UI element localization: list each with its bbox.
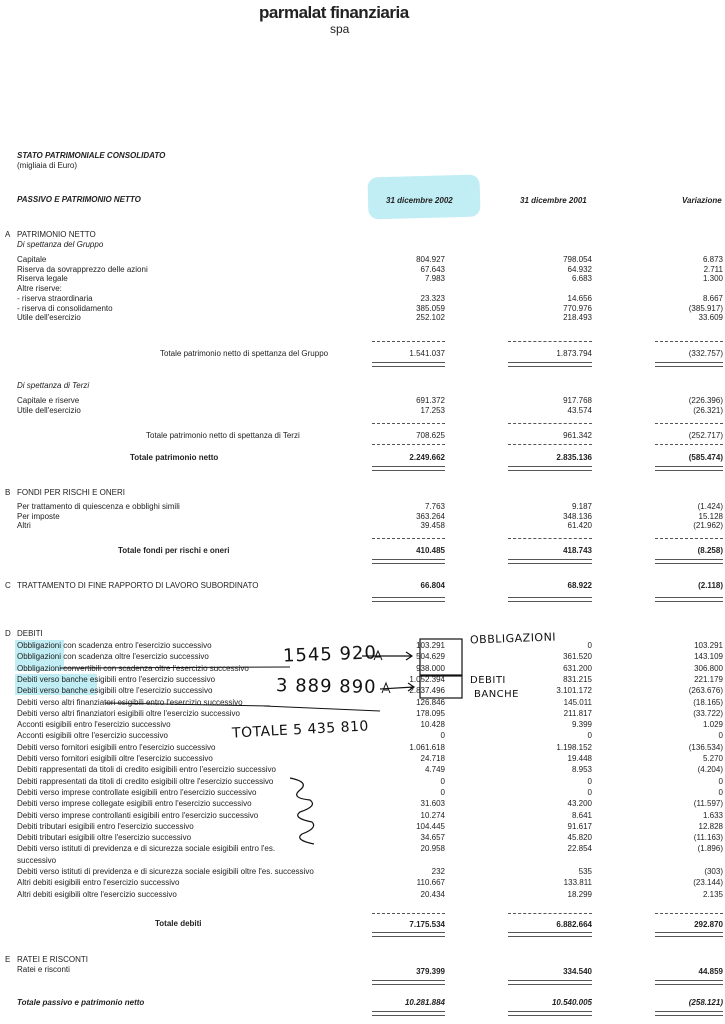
minority-equity-row-2002: 17.253 xyxy=(420,405,445,415)
debts-row-2002: 20.958 xyxy=(420,844,445,854)
subsection-gruppo: Di spettanza del Gruppo xyxy=(17,240,104,249)
squiggle-mark xyxy=(290,778,314,844)
total-provisions-2001: 418.743 xyxy=(563,546,592,555)
handwritten-label-debiti: DEBITI xyxy=(470,675,506,686)
column-header-variazione: Variazione xyxy=(682,196,722,205)
debts-row-change: 0 xyxy=(718,787,723,797)
total-minority-equity-2001: 961.342 xyxy=(563,431,592,440)
debts-row-2002: 104.445 xyxy=(416,821,445,831)
group-equity-row-label: - riserva straordinaria xyxy=(17,293,93,303)
group-equity-row-2001: 14.656 xyxy=(567,293,592,303)
handwritten-banche-sum: 3 889 890 xyxy=(275,675,377,698)
section-title-a: PATRIMONIO NETTO xyxy=(17,230,96,239)
debts-row-label: Acconti esigibili oltre l'esercizio successivo xyxy=(17,731,168,741)
debts-row-change: (11.163) xyxy=(693,833,723,843)
debts-row-change: 0 xyxy=(718,731,723,741)
minority-equity-row-2002: 691.372 xyxy=(416,396,445,405)
debts-row-change: 221.179 xyxy=(694,674,723,684)
debts-row-change: 0 xyxy=(718,776,723,786)
provisions-row-change: 15.128 xyxy=(698,511,723,521)
handwritten-label-banche: BANCHE xyxy=(474,689,520,700)
group-equity-row-2002: 252.102 xyxy=(416,313,445,323)
debts-row-change: 306.800 xyxy=(694,663,723,673)
provisions-row-label: Altri xyxy=(17,521,31,530)
group-equity-row-label: Capitale xyxy=(17,255,47,264)
debts-row-change: (23.144) xyxy=(693,878,723,888)
grand-total-label: Totale passivo e patrimonio netto xyxy=(17,998,145,1007)
provisions-row-2001: 348.136 xyxy=(563,511,592,521)
total-equity-change: (585.474) xyxy=(688,453,723,462)
group-equity-row-2001: 770.976 xyxy=(563,303,592,313)
group-equity-row-change: 8.667 xyxy=(702,293,723,303)
debts-row-2002: 24.718 xyxy=(420,754,445,763)
total-minority-equity-label: Totale patrimonio netto di spettanza di Terzi xyxy=(146,431,300,440)
debts-row-change: 2.135 xyxy=(702,889,723,899)
debts-row-change: (303) xyxy=(704,867,723,876)
group-equity-row-change: 2.711 xyxy=(703,264,723,274)
group-equity-row-label: - riserva di consolidamento xyxy=(17,303,113,313)
provisions-row-2002: 7.763 xyxy=(424,502,445,511)
total-debts-change: 292.870 xyxy=(694,920,723,929)
debts-row-label: Debiti verso imprese controllanti esigibili entro l'esercizio successivo xyxy=(17,810,259,820)
provisions-row-2001: 61.420 xyxy=(567,521,592,530)
group-equity-row-2001: 798.054 xyxy=(563,255,592,264)
debts-row-label: Altri debiti esigibili oltre l'esercizio successivo xyxy=(17,889,177,899)
debts-row-change: (263.676) xyxy=(688,686,723,696)
tfr-2001: 68.922 xyxy=(567,581,592,590)
debts-row-change: (4.204) xyxy=(697,765,723,775)
group-equity-row-label: Riserva da sovrapprezzo delle azioni xyxy=(17,264,148,274)
debts-row-change: (18.165) xyxy=(693,697,723,707)
section-title-b: FONDI PER RISCHI E ONERI xyxy=(17,488,126,497)
debts-row-label: Debiti verso banche esigibili oltre l'esercizio successivo xyxy=(17,686,213,696)
debts-row-2001: 0 xyxy=(587,731,592,741)
box-banche xyxy=(420,676,462,698)
debts-row-change: 1.633 xyxy=(702,810,723,820)
handwritten-label-obbligazioni: OBBLIGAZIONI xyxy=(469,630,557,647)
debts-row-2001: 19.448 xyxy=(567,754,592,763)
column-header-2001: 31 dicembre 2001 xyxy=(520,196,587,205)
debts-row-label: Debiti verso imprese collegate esigibili entro l'esercizio successivo xyxy=(17,799,252,809)
debts-row-2001: 1.198.152 xyxy=(556,742,592,752)
tfr-change: (2.118) xyxy=(698,581,723,590)
debts-row-2001: 45.820 xyxy=(567,833,592,843)
debts-row-label: Debiti verso istituti di previdenza e di sicurezza sociale esigibili entro l'es. xyxy=(17,844,276,854)
underline-pen xyxy=(264,706,380,711)
accruals-2001: 334.540 xyxy=(563,967,592,976)
group-equity-row-2002: 7.983 xyxy=(424,274,445,284)
underline-pen xyxy=(105,703,270,706)
debts-row-2002: 0 xyxy=(440,787,445,797)
debts-row-2001: 0 xyxy=(587,776,592,786)
debts-row-2002: 10.428 xyxy=(420,720,445,730)
total-group-equity-2002: 1.541.037 xyxy=(409,349,445,358)
debts-row-change: 12.828 xyxy=(698,821,723,831)
debts-row-2002: 0 xyxy=(440,731,445,741)
section-header: PASSIVO E PATRIMONIO NETTO xyxy=(17,195,141,204)
handwritten-totale: TOTALE 5 435 810 xyxy=(231,718,370,742)
debts-row-2002: 31.603 xyxy=(420,799,445,809)
debts-row-label: Obbligazioni con scadenza oltre l'esercizio successivo xyxy=(17,652,209,662)
debts-row-change: (136.534) xyxy=(688,742,723,752)
group-equity-row-2002: 804.927 xyxy=(416,255,445,264)
group-equity-row-2002: 23.323 xyxy=(420,293,445,303)
total-equity-2002: 2.249.662 xyxy=(409,453,445,462)
group-equity-row-change: 6.873 xyxy=(702,255,723,264)
debts-row-2001: 631.200 xyxy=(563,663,592,673)
minority-equity-row-2001: 43.574 xyxy=(567,405,592,415)
total-group-equity-change: (332.757) xyxy=(688,349,723,358)
total-equity-2001: 2.835.136 xyxy=(556,453,592,462)
grand-total-2002: 10.281.884 xyxy=(404,998,445,1007)
debts-row-2002: 0 xyxy=(440,776,445,786)
debts-row-2001: 22.854 xyxy=(567,844,592,854)
debts-row-2002: 103.291 xyxy=(416,641,445,650)
grand-total-2001: 10.540.005 xyxy=(551,998,592,1007)
debts-row-2002: 126.846 xyxy=(416,697,445,707)
section-title-e: RATEI E RISCONTI xyxy=(17,955,88,964)
group-equity-row-change: 33.609 xyxy=(698,313,723,323)
debts-row-2002: 34.657 xyxy=(420,833,445,843)
total-minority-equity-2002: 708.625 xyxy=(416,431,445,440)
group-equity-row-2001: 64.932 xyxy=(567,264,592,274)
debts-row-2001: 3.101.172 xyxy=(556,686,592,696)
debts-row-2001: 43.200 xyxy=(567,799,592,809)
group-equity-row-2001: 218.493 xyxy=(563,313,592,323)
section-title-d: DEBITI xyxy=(17,629,43,638)
debts-row-2001: 133.811 xyxy=(563,878,592,888)
total-minority-equity-change: (252.717) xyxy=(688,431,723,440)
total-equity-label: Totale patrimonio netto xyxy=(130,453,219,462)
provisions-row-2002: 39.458 xyxy=(420,521,445,530)
debts-row-2002: 1.061.618 xyxy=(409,742,445,752)
debts-row-2001: 18.299 xyxy=(567,889,592,899)
provisions-row-2002: 363.264 xyxy=(416,511,445,521)
debts-row-change: 143.109 xyxy=(694,652,723,662)
debts-row-label: Debiti verso imprese controllate esigibili entro l'esercizio successivo xyxy=(17,787,257,797)
underline-pen xyxy=(60,667,290,668)
group-equity-row-change: 1.300 xyxy=(702,274,723,284)
minority-equity-row-label: Capitale e riserve xyxy=(17,396,80,405)
accruals-change: 44.859 xyxy=(698,967,723,976)
total-group-equity-label: Totale patrimonio netto di spettanza del Gruppo xyxy=(160,349,329,358)
total-provisions-label: Totale fondi per rischi e oneri xyxy=(118,546,230,555)
section-letter-a: A xyxy=(5,230,11,239)
minority-equity-row-change: (226.396) xyxy=(688,396,723,405)
total-debts-2001: 6.882.664 xyxy=(556,920,592,929)
group-equity-row-2002: 385.059 xyxy=(416,303,445,313)
total-debts-label: Totale debiti xyxy=(155,919,202,928)
total-provisions-change: (8.258) xyxy=(697,546,723,555)
grand-total-change: (258.121) xyxy=(688,998,723,1007)
total-debts-2002: 7.175.534 xyxy=(409,920,445,929)
group-equity-row-change: (385.917) xyxy=(688,303,723,313)
provisions-row-label: Per imposte xyxy=(17,511,60,521)
debts-row-label: Debiti verso altri finanziatori esigibili entro l'esercizio successivo xyxy=(17,697,243,707)
debts-row-2001: 211.817 xyxy=(563,708,592,718)
debts-row-2001: 535 xyxy=(578,867,592,876)
debts-row-label: Debiti rappresentati da titoli di credito esigibili oltre l'esercizio successivo xyxy=(17,776,274,786)
debts-row-2002: 178.095 xyxy=(416,708,445,718)
group-equity-row-2002: 67.643 xyxy=(420,264,445,274)
debts-row-2002: 20.434 xyxy=(420,889,445,899)
debts-row-change: 5.270 xyxy=(702,754,723,763)
company-suffix: spa xyxy=(330,22,350,36)
total-provisions-2002: 410.485 xyxy=(416,546,445,555)
provisions-row-2001: 9.187 xyxy=(571,502,592,511)
debts-row-change: 1.029 xyxy=(702,720,723,730)
debts-row-label: Obbligazioni con scadenza entro l'esercizio successivo xyxy=(17,641,212,650)
debts-row-2001: 9.399 xyxy=(571,720,592,730)
section-letter-d: D xyxy=(5,629,11,638)
debts-row-label: Debiti verso fornitori esigibili oltre l'esercizio successivo xyxy=(17,754,213,763)
debts-row-2002: 938.000 xyxy=(416,663,445,673)
section-letter-c: C xyxy=(5,581,11,590)
section-letter-b: B xyxy=(5,488,11,497)
debts-row-label: Debiti tributari esigibili oltre l'esercizio successivo xyxy=(17,833,192,843)
minority-equity-row-change: (26.321) xyxy=(693,405,723,415)
tfr-2002: 66.804 xyxy=(420,581,445,590)
provisions-row-change: (21.962) xyxy=(693,521,723,530)
debts-row-label: Debiti verso altri finanziatori esigibili oltre l'esercizio successivo xyxy=(17,708,240,718)
debts-row-change: (1.896) xyxy=(697,844,723,854)
group-equity-row-label: Altre riserve: xyxy=(17,284,62,294)
minority-equity-row-2001: 917.768 xyxy=(563,396,592,405)
debts-row-label: Debiti verso istituti di previdenza e di sicurezza sociale esigibili oltre l'es. successivo xyxy=(17,867,314,876)
debts-row-label: Debiti rappresentati da titoli di credito esigibili entro l'esercizio successivo xyxy=(17,765,276,775)
debts-row-change: 103.291 xyxy=(694,641,723,650)
debts-row-label: Debiti verso fornitori esigibili entro l'esercizio successivo xyxy=(17,742,216,752)
document-title: STATO PATRIMONIALE CONSOLIDATO xyxy=(17,151,166,160)
debts-row-2001: 145.011 xyxy=(563,697,592,707)
debts-row-2001: 361.520 xyxy=(563,652,592,662)
debts-row-2002: 1.052.394 xyxy=(409,674,445,684)
section-title-c: TRATTAMENTO DI FINE RAPPORTO DI LAVORO SUBORDINATO xyxy=(17,581,259,590)
document-subtitle: (migliaia di Euro) xyxy=(17,161,78,170)
group-equity-row-label: Riserva legale xyxy=(17,274,68,284)
debts-row-label: Altri debiti esigibili entro l'esercizio successivo xyxy=(17,878,180,888)
accruals-label: Ratei e risconti xyxy=(17,965,70,974)
debts-row-2002: 232 xyxy=(431,867,445,876)
debts-row-2001: 0 xyxy=(587,641,592,650)
debts-row-label: successivo xyxy=(17,855,57,865)
minority-equity-row-label: Utile dell'esercizio xyxy=(17,405,81,415)
debts-row-2001: 0 xyxy=(587,787,592,797)
debts-row-2001: 8.641 xyxy=(571,810,592,820)
debts-row-label: Debiti tributari esigibili entro l'esercizio successivo xyxy=(17,821,194,831)
accruals-2002: 379.399 xyxy=(416,967,445,976)
company-name: parmalat finanziaria xyxy=(259,3,409,22)
debts-row-2002: 504.629 xyxy=(416,652,445,662)
section-letter-e: E xyxy=(5,955,11,964)
debts-row-2002: 2.837.496 xyxy=(409,686,445,696)
debts-row-change: (33.722) xyxy=(693,708,723,718)
handwritten-obbligazioni-sum: 1545 920 xyxy=(282,642,378,667)
column-header-2002: 31 dicembre 2002 xyxy=(386,196,453,205)
subsection-terzi: Di spettanza di Terzi xyxy=(17,381,90,390)
total-group-equity-2001: 1.873.794 xyxy=(556,349,592,358)
debts-row-2001: 8.953 xyxy=(571,765,592,775)
box-obbligazioni xyxy=(420,639,462,675)
debts-row-change: (11.597) xyxy=(693,799,723,809)
debts-row-2001: 91.617 xyxy=(567,821,592,831)
provisions-row-label: Per trattamento di quiescenza e obblighi simili xyxy=(17,502,180,511)
debts-row-2002: 4.749 xyxy=(424,765,445,775)
debts-row-2002: 10.274 xyxy=(420,810,445,820)
debts-row-2001: 831.215 xyxy=(563,674,592,684)
debts-row-label: Obbligazioni convertibili con scadenza oltre l'esercizio successivo xyxy=(17,663,249,673)
debts-row-2002: 110.667 xyxy=(416,878,445,888)
group-equity-row-label: Utile dell'esercizio xyxy=(17,313,81,323)
debts-row-label: Acconti esigibili entro l'esercizio successivo xyxy=(17,720,171,730)
group-equity-row-2001: 6.683 xyxy=(571,274,592,284)
provisions-row-change: (1.424) xyxy=(697,502,723,511)
debts-row-label: Debiti verso banche esigibili entro l'esercizio successivo xyxy=(17,674,216,684)
